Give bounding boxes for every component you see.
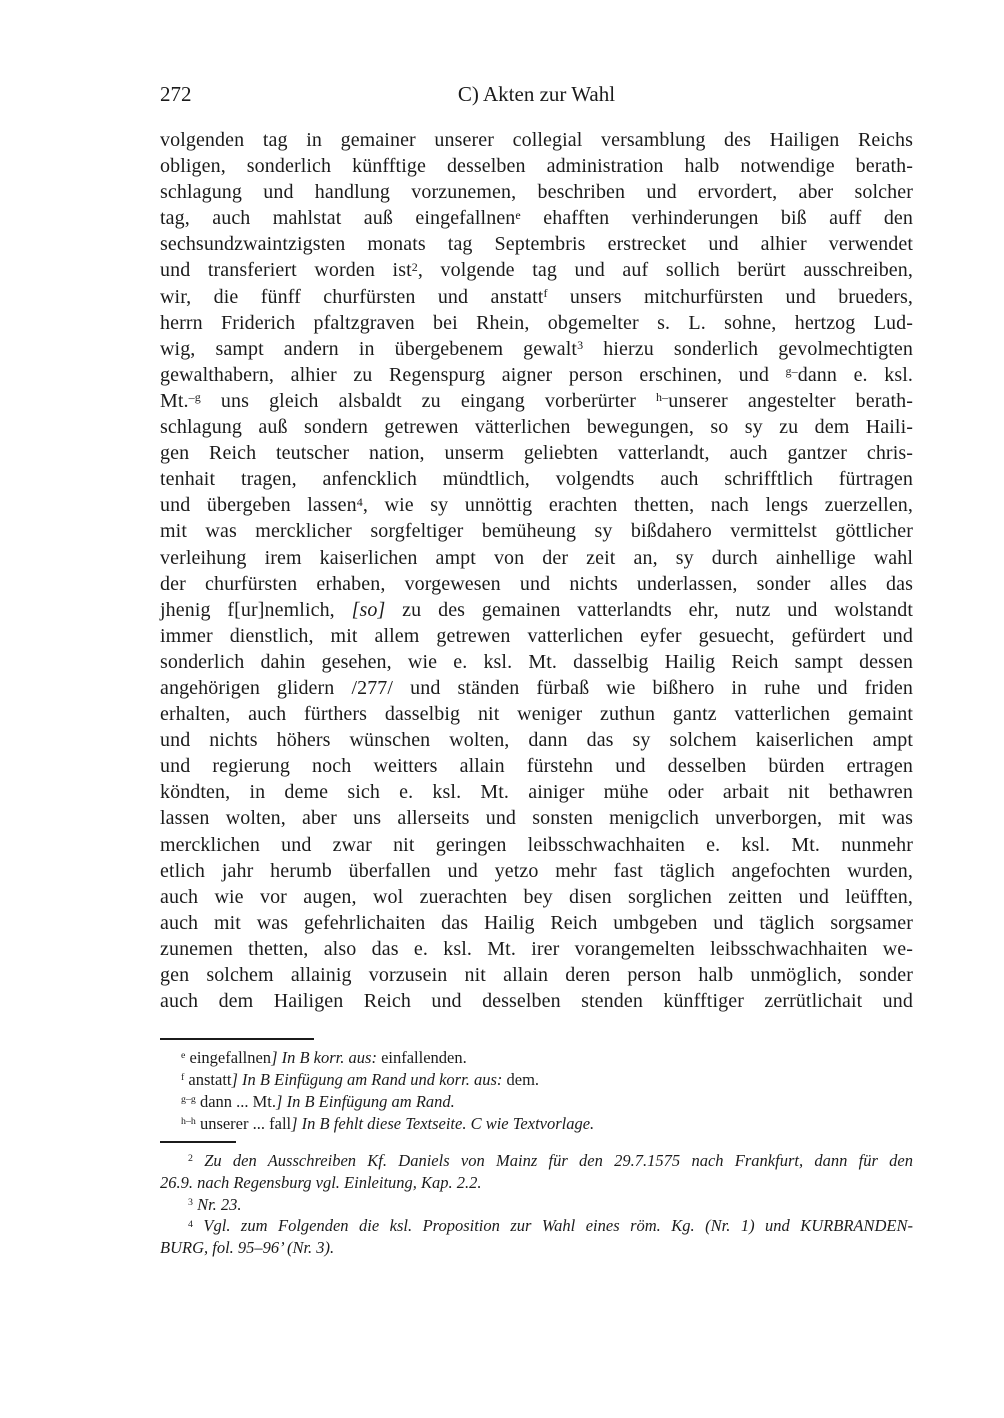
footnote-line: [160, 1172, 913, 1194]
text-segment: tag, auch mahlstat auß eingefallnen: [160, 207, 516, 230]
text-segment: Mt.: [160, 389, 189, 412]
text-segment: [193, 1216, 203, 1235]
text-segment: [193, 1151, 204, 1170]
text-segment: dem.: [502, 1070, 540, 1089]
text-line: [160, 257, 913, 283]
text-line: [160, 675, 913, 701]
page-number: 272: [160, 82, 192, 106]
footnote-marker: 4: [188, 1218, 193, 1230]
text-line: [160, 936, 913, 962]
text-segment: hierzu sonderlich gevolmechtigten: [583, 337, 913, 360]
text-segment: 26.9. nach Regensburg vgl. Einleitung, Kap. 2.2.: [160, 1172, 482, 1192]
text-line: [160, 284, 913, 310]
text-segment: mercklichen und zwar nit geringen leibsschwachhaiten e. ksl. Mt. nunmehr: [160, 833, 913, 856]
footnote-marker: –g: [188, 390, 201, 405]
footnote-line: [160, 1237, 913, 1259]
text-segment: schlagung und handlung vorzunemen, beschriben und ervordert, aber solcher: [160, 181, 913, 204]
apparatus-separator-rule: [160, 1038, 314, 1040]
text-segment: unserer ... fall: [195, 1114, 292, 1133]
text-line: [160, 127, 913, 153]
text-line: [160, 649, 913, 675]
text-segment: schlagung auß sondern getrewen vätterlichen bewegungen, so sy zu dem Haili-: [160, 416, 913, 439]
footnotes-block: [160, 1150, 913, 1259]
text-segment: sechsundzwaintzigsten monats tag Septembris erstrecket und alhier verwendet: [160, 233, 913, 256]
text-segment: unserer angestelter berath-: [668, 389, 914, 412]
text-segment: tenhait tragen, anfencklich mündtlich, volgendts auch schrifftlich fürtragen: [160, 468, 913, 491]
text-segment: , wie sy unnöttig erachten thetten, nach lengs zuerzellen,: [362, 494, 913, 517]
apparatus-line: [160, 1069, 913, 1091]
text-segment: und nichts höhers wünschen wolten, dann das sy solchem kaiserlichen ampt: [160, 729, 913, 752]
text-segment: wig, sampt andern in übergebenem gewalt: [160, 337, 578, 360]
text-segment: der churfürsten erhaben, vorgewesen und nichts underlassen, sonder alles das: [160, 572, 913, 595]
page-header: [160, 82, 913, 110]
text-line: [160, 545, 913, 571]
footnote-marker: h–h: [181, 1116, 196, 1128]
footnote-line: [160, 1150, 913, 1172]
text-segment: köndten, in deme sich e. ksl. Mt. ainiger mühe oder arbait nit bethawren: [160, 781, 913, 804]
footnote-line: [160, 1215, 913, 1237]
text-line: [160, 910, 913, 936]
text-segment: erhalten, auch fürthers dasselbig nit weniger zuthun gantz vatterlichen gemaint: [160, 703, 913, 726]
text-line: [160, 388, 913, 414]
footnote-line: [160, 1194, 913, 1216]
text-line: [160, 205, 913, 231]
text-line: [160, 231, 913, 257]
text-segment: eingefallnen: [185, 1048, 272, 1067]
footnote-marker: h–: [656, 390, 669, 405]
text-segment: auch mit was gefehrlichaiten das Hailig Reich umbgeben und täglich sorgsamer: [160, 911, 913, 934]
text-segment: obligen, sonderlich künfftige desselben administration halb notwendige berath-: [160, 155, 913, 178]
text-line: [160, 962, 913, 988]
text-segment: dann e. ksl.: [797, 363, 913, 386]
text-line: [160, 884, 913, 910]
footnote-marker: 3: [188, 1196, 193, 1208]
text-segment: jhenig f[ur]nemlich,: [160, 598, 352, 621]
text-segment: [so]: [351, 598, 386, 621]
text-segment: auch wie vor augen, wol zuerachten bey disen sorglichen zeitten und leüfften,: [160, 885, 913, 908]
text-line: [160, 858, 913, 884]
text-segment: BURG, fol. 95–96’ (Nr. 3).: [160, 1238, 335, 1258]
text-segment: , volgende tag und auf sollich berürt ausschreiben,: [417, 259, 913, 282]
text-line: [160, 597, 913, 623]
text-segment: uns gleich alsbaldt zu eingang vorberürter: [200, 389, 657, 412]
text-segment: ] In B fehlt diese Textseite. C wie Textvorlage.: [291, 1114, 595, 1133]
text-line: [160, 832, 913, 858]
text-line: [160, 153, 913, 179]
footnote-marker: 3: [577, 338, 584, 352]
text-segment: und übergeben lassen: [160, 494, 357, 517]
footnote-marker: f: [543, 285, 548, 300]
text-segment: gen Reich teutscher nation, unserm geliebten vatterlandt, auch gantzer chris-: [160, 442, 913, 465]
text-segment: anstatt: [184, 1070, 232, 1089]
text-line: [160, 701, 913, 727]
footnote-marker: e: [181, 1050, 186, 1062]
text-segment: ehafften verhinderungen biß auff den: [520, 207, 914, 230]
text-line: [160, 518, 913, 544]
text-segment: gewalthabern, alhier zu Regenspurg aigner person erschinen, und: [160, 363, 786, 386]
text-line: [160, 988, 913, 1014]
footnote-marker: g–: [785, 364, 798, 379]
text-segment: Zu den Ausschreiben Kf. Daniels von Mainz für den 29.7.1575 nach Frankfurt, dann für den: [204, 1151, 913, 1170]
apparatus-line: [160, 1113, 913, 1135]
footnote-marker: e: [515, 207, 521, 222]
text-segment: und regierung noch weitters allain fürstehn und desselben bürden ertragen: [160, 755, 913, 778]
text-line: [160, 492, 913, 518]
text-segment: ] In B Einfügung am Rand.: [276, 1092, 455, 1111]
footnote-marker: 2: [188, 1153, 193, 1165]
footnote-marker: g–g: [181, 1094, 196, 1106]
text-segment: Nr. 23.: [197, 1194, 242, 1214]
text-segment: angehörigen glidern /277/ und ständen fürbaß wie bißhero in ruhe und friden: [160, 676, 913, 699]
text-line: [160, 727, 913, 753]
text-segment: sonderlich dahin gesehen, wie e. ksl. Mt. dasselbig Hailig Reich sampt dessen: [160, 650, 913, 673]
text-line: [160, 779, 913, 805]
text-line: [160, 753, 913, 779]
text-line: [160, 805, 913, 831]
text-segment: wir, die fünff churfürsten und anstatt: [160, 285, 544, 308]
footnote-separator-rule: [160, 1141, 236, 1143]
text-segment: gen solchem allainig vorzusein nit allain deren person halb unmöglich, sonder: [160, 964, 913, 986]
text-segment: zunemen thetten, also das e. ksl. Mt. irer vorangemelten leibsschwachhaiten we-: [160, 937, 913, 960]
footnote-marker: 4: [356, 494, 363, 509]
text-line: [160, 623, 913, 649]
text-line: [160, 179, 913, 205]
critical-apparatus-block: [160, 1047, 913, 1135]
text-segment: zu des gemainen vatterlandts ehr, nutz und wolstandt: [385, 598, 913, 621]
text-segment: herrn Friderich pfaltzgraven bei Rhein, obgemelter s. L. sohne, hertzog Lud-: [160, 311, 913, 334]
text-segment: lassen wolten, aber uns allerseits und sonsten menigclich unverborgen, mit was: [160, 807, 913, 830]
apparatus-line: [160, 1091, 913, 1113]
text-segment: ] In B korr. aus:: [271, 1048, 377, 1067]
text-line: [160, 310, 913, 336]
text-segment: verleihung irem kaiserlichen ampt von der zeit an, sy durch ainhellige wahl: [160, 546, 913, 569]
text-segment: dann ... Mt.: [195, 1092, 277, 1111]
running-head: C) Akten zur Wahl: [457, 82, 616, 106]
text-line: [160, 571, 913, 597]
text-line: [160, 336, 913, 362]
apparatus-line: [160, 1047, 913, 1069]
text-segment: mit was mercklicher sorgfeltiger bemüheung sy bißdahero vermittelst göttlicher: [160, 520, 913, 543]
text-segment: auch dem Hailigen Reich und desselben stenden künfftiger zerrütlichait und: [160, 990, 913, 1013]
text-segment: unsers mitchurfürsten und brueders,: [547, 285, 913, 308]
text-line: [160, 414, 913, 440]
footnote-marker: 2: [411, 259, 418, 274]
text-segment: und transferiert worden ist: [160, 259, 412, 282]
text-segment: etlich jahr herumb überfallen und yetzo mehr fast täglich angefochten wurden,: [160, 859, 913, 882]
text-segment: ] In B Einfügung am Rand und korr. aus:: [231, 1070, 503, 1089]
main-text-block: [160, 127, 913, 1014]
text-segment: immer dienstlich, mit allem getrewen vatterlichen eyfer gesuecht, gefürdert und: [160, 624, 913, 647]
text-segment: Vgl. zum Folgenden die ksl. Proposition zur Wahl eines röm. Kg. (Nr. 1) und KURBRANDEN-: [203, 1216, 914, 1236]
text-line: [160, 466, 913, 492]
text-segment: einfallenden.: [376, 1048, 467, 1067]
text-line: [160, 362, 913, 388]
text-line: [160, 440, 913, 466]
footnote-marker: f: [181, 1072, 185, 1084]
text-segment: volgenden tag in gemainer unserer collegial versamblung des Hailigen Reichs: [160, 129, 913, 151]
